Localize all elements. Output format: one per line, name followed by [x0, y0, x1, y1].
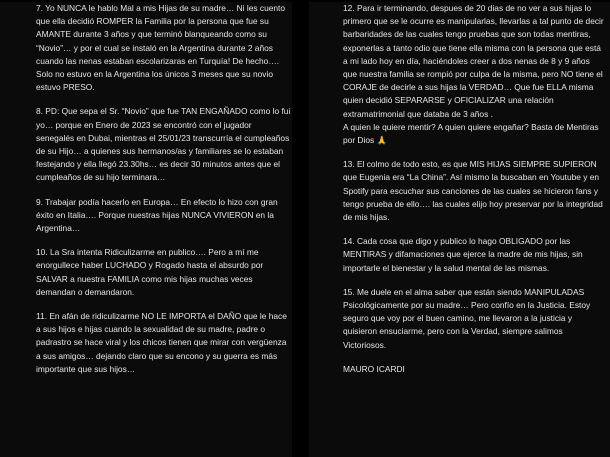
statement-paragraph-7: 7. Yo NUNCA le hablo Mal a mis Hijas de su madre… Ni les cuento que ella decidió ROMPER la Familia por la persona que fue su AMANTE durante 3 años y que terminó blanqueando como su “Novio”… y por el cual se instaló en la Argentina durante 2 años cuando las nenas estaban escolarizaras en Turquía! De hecho…. Solo no estuvo en la Argentina los únicos 3 meses que su novio estuvo PRESO. [36, 3, 286, 93]
signature: MAURO ICARDI [343, 363, 405, 374]
statement-paragraph-9: 9. Trabajar podía hacerlo en Europa… En efecto lo hizo con gran éxito en Italia…. Porque nuestras hijas NUNCA VIVIERON en la Argentina… [36, 196, 278, 234]
statement-paragraph-8: 8. PD: Que sepa el Sr. “Novio” que fue TAN ENGAÑADO como lo fui yo… porque en Enero de 2023 se encontró con el jugador senegalés en Dubai, mientras el 25/01/23 transcurría el cumpleaños de su Hijo… a quienes sus hermanos/as y familiares se lo estaban festejando y ella llegó 23.30hs… es decir 30 minutos antes que el cumpleaños de su hijo terminara… [36, 106, 291, 183]
statement-paragraph-13: 13. El colmo de todo esto, es que MIS HIJAS SIEMPRE SUPIERON que Eugenia era “La China”. Así mismo la buscaban en Youtube y en Spotify para escuchar sus canciones de las cuales se hicieron fans y tengo prueba de ello…. las cuales elijo hoy preservar por la integridad de mis hijas. [343, 159, 603, 223]
statement-paragraph-11: 11. En afán de ridiculizarme NO LE IMPORTA el DAÑO que le hace a sus hijos e hijas cuando la sexualidad de su madre, padre o padrastro se hace viral y los chicos tienen que mirar con vergüenza a sus amigos… dejando claro que su encono y su guerra es más importante que sus hijos… [36, 311, 287, 374]
right-text-column [309, 2, 610, 457]
statement-paragraph-10: 10. La Sra intenta Ridiculizarme en publico…. Pero a mí me enorgullece haber LUCHADO y Rogado hasta el absurdo por SALVAR a nuestra FAMILIA como mis hijas muchas veces demandan o demandaron. [36, 247, 264, 297]
statement-question: A quien le quiere mentir? A quien quiere engañar? Basta de Mentiras por Dios 🙏 [343, 121, 599, 146]
left-text-column [0, 2, 292, 457]
statement-paragraph-14: 14. Cada cosa que digo y publico lo hago OBLIGADO por las MENTIRAS y difamaciones que ejerce la madre de mis hijas, sin importarle el bienestar y la salud mental de las mismas. [343, 236, 583, 273]
statement-paragraph-12: 12. Para ir terminando, despues de 20 dias de no ver a sus hijas lo primero que se le ocurre es manipularlas, llevarlas a tal punto de decir barbaridades de las cuales tengo pruebas que son todas mentiras, exponerlas a tanto odio que tiene ella misma con la persona que está a mi lado hoy en día, haciéndoles creer a dos nenas de 8 y 9 años que nuestra familia se rompió por culpa de la misma, pero NO tiene el CORAJE de decirle a sus hijas la VERDAD… Que fue ELLA misma quien decidió SEPARARSE y OFICIALIZAR una relación extramatrimonial que databa de 3 años . [343, 3, 604, 119]
statement-paragraph-15: 15. Me duele en el alma saber que están siendo MANIPULADAS Psicológicamente por su madre… Pero confío en la Justicia. Estoy seguro que voy por el buen camino, me llevaron a la justicia y quisieron ensuciarme, pero con la Verdad, siempre salimos Victoriosos. [343, 286, 591, 350]
